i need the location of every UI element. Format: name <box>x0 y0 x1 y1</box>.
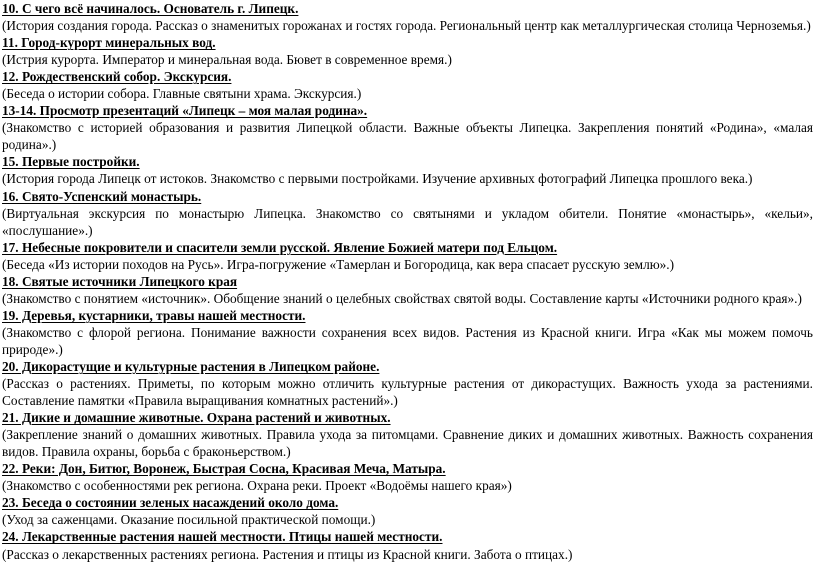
item-description: (История создания города. Рассказ о знаменитых горожанах и гостях города. Региональный центр как металлургическая столица Черноземья.) <box>2 18 811 34</box>
item-title: 15. Первые постройки. <box>2 154 140 170</box>
item-title: 20. Дикорастущие и культурные растения в Липецком районе. <box>2 358 380 374</box>
item-title: 19. Деревья, кустарники, травы нашей местности. <box>2 307 306 323</box>
item-title: 10. С чего всё начиналось. Основатель г. Липецк. <box>2 1 299 16</box>
item-description: (Знакомство с историей образования и развития Липецкой области. Важные объекты Липецка. Закрепления понятий «Родина», «малая родина».) <box>2 120 813 153</box>
item-title: 17. Небесные покровители и спасители земли русской. Явление Божией матери под Ельцом. <box>2 239 558 255</box>
item-description: (Истрия курорта. Император и минеральная вода. Бювет в современное время.) <box>2 52 452 68</box>
item-11 <box>2 34 813 68</box>
item-description: (Знакомство с понятием «источник». Обобщение знаний о целебных свойствах святой воды. Составление карты «Источники родного края».) <box>2 290 802 306</box>
item-17 <box>2 239 813 273</box>
item-description: (Знакомство с особенностями рек региона. Охрана реки. Проект «Водоёмы нашего края») <box>2 478 512 494</box>
item-title: 16. Свято-Успенский монастырь. <box>2 188 202 204</box>
item-description: (Беседа о истории собора. Главные святыни храма. Экскурсия.) <box>2 86 362 102</box>
document-body <box>2 0 813 563</box>
item-description: (Виртуальная экскурсия по монастырю Липецка. Знакомство со святынями и укладом обители. Понятие «монастырь», «кельи», «послушание».) <box>2 205 813 238</box>
item-title: 18. Святые источники Липецкого края <box>2 273 238 289</box>
item-22 <box>2 460 813 494</box>
item-description: (Рассказ о лекарственных растениях региона. Растения и птицы из Красной книги. Забота о птицах.) <box>2 546 573 562</box>
item-18 <box>2 273 813 307</box>
item-title: 13-14. Просмотр презентаций «Липецк – моя малая родина». <box>2 103 368 119</box>
item-10 <box>2 0 813 34</box>
item-15 <box>2 153 813 187</box>
item-description: (История города Липецк от истоков. Знакомство с первыми постройками. Изучение архивных фотографий Липецка прошлого века.) <box>2 171 753 187</box>
item-12 <box>2 68 813 102</box>
item-13-14 <box>2 102 813 153</box>
item-description: (Уход за саженцами. Оказание посильной практической помощи.) <box>2 512 376 528</box>
item-24 <box>2 528 813 562</box>
item-description: (Закрепление знаний о домашних животных. Правила ухода за питомцами. Сравнение диких и домашних животных. Важность сохранения видов. Правила охраны, борьба с браконьерством.) <box>2 427 813 460</box>
item-description: (Знакомство с флорой региона. Понимание важности сохранения всех видов. Растения из Красной книги. Игра «Как мы можем помочь природе».) <box>2 324 813 357</box>
item-description: (Беседа «Из истории походов на Русь». Игра-погружение «Тамерлан и Богородица, как вера спасает русскую землю».) <box>2 256 675 272</box>
item-title: 11. Город-курорт минеральных вод. <box>2 35 216 51</box>
item-description: (Рассказ о растениях. Приметы, по которым можно отличить культурные растения от дикорастущих. Важность ухода за растениями. Составление памятки «Правила выращивания комнатных растений».) <box>2 376 813 409</box>
item-title: 24. Лекарственные растения нашей местности. Птицы нашей местности. <box>2 529 443 545</box>
item-title: 22. Реки: Дон, Битюг, Воронеж, Быстрая Сосна, Красивая Меча, Матыра. <box>2 461 446 477</box>
item-16 <box>2 188 813 239</box>
item-20 <box>2 358 813 409</box>
item-21 <box>2 409 813 460</box>
item-title: 23. Беседа о состоянии зеленых насаждений около дома. <box>2 495 339 511</box>
item-title: 12. Рождественский собор. Экскурсия. <box>2 69 232 85</box>
item-19 <box>2 307 813 358</box>
item-title: 21. Дикие и домашние животные. Охрана растений и животных. <box>2 410 391 426</box>
item-23 <box>2 494 813 528</box>
